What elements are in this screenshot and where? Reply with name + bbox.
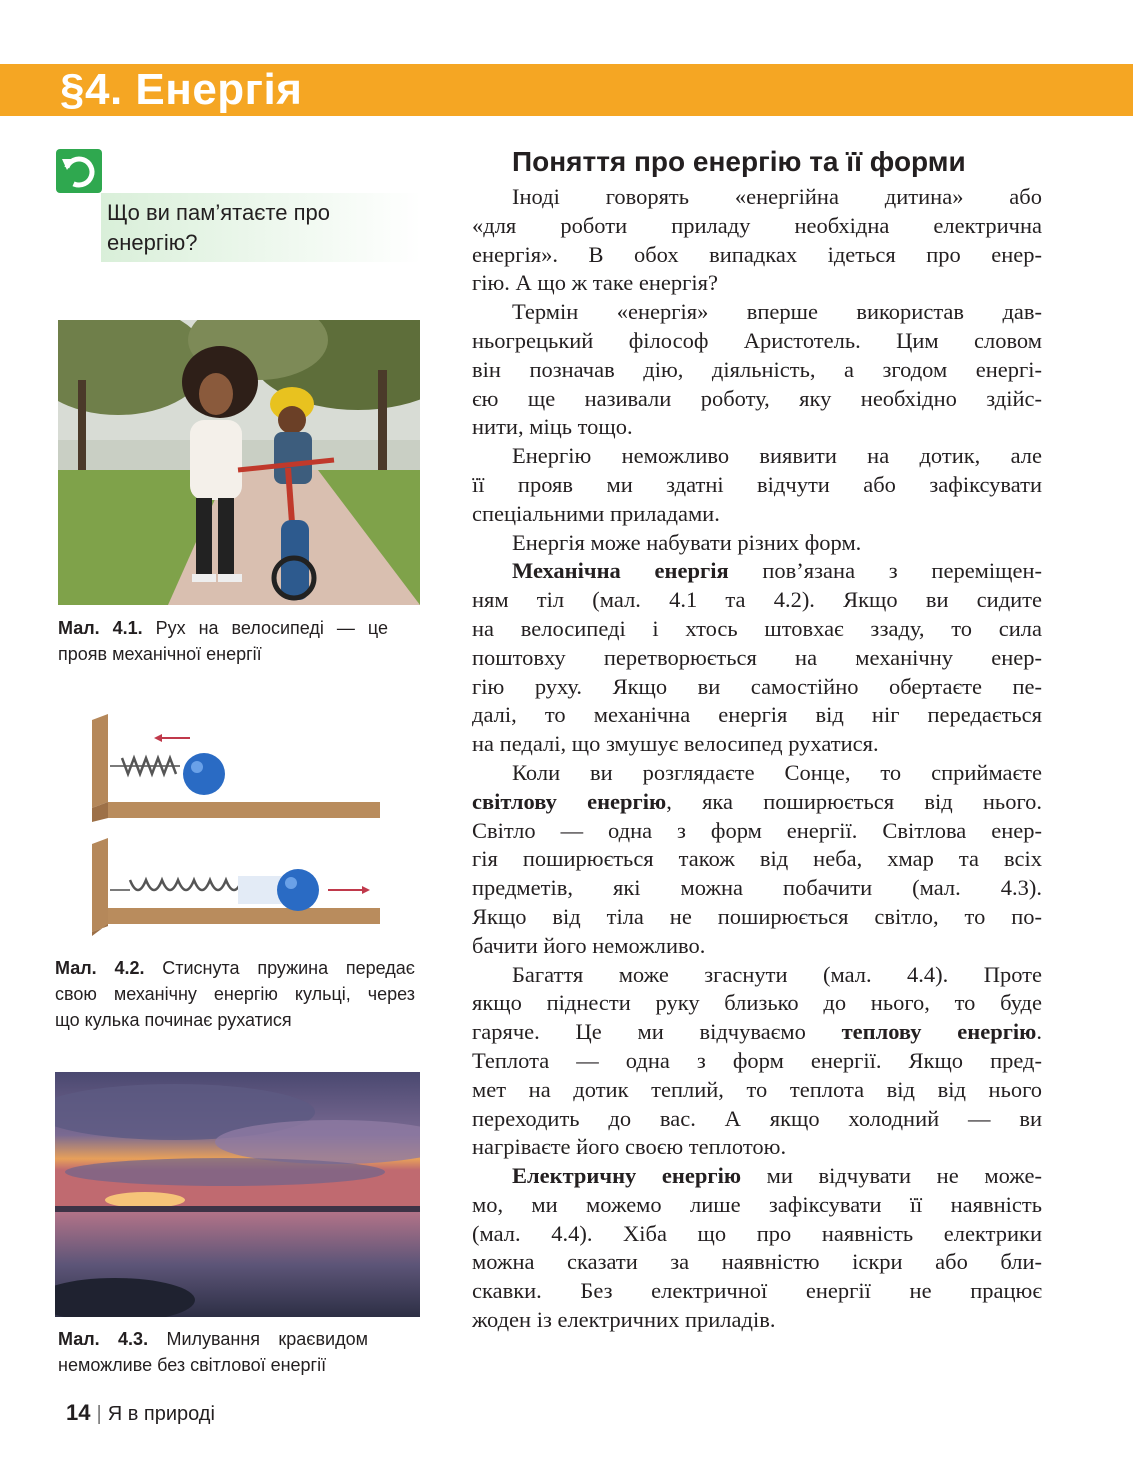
text-line: (мал. 4.4). Хіба що про наявність електрики [472, 1220, 1042, 1246]
text-line: скавки. Без електричної енергії не працює [472, 1278, 1042, 1304]
footer-separator: | [96, 1403, 102, 1425]
text-line: на педалі, що змушує велосипед рухатися. [472, 731, 879, 757]
term-electric: Електричну енергію [512, 1163, 742, 1189]
text-line: гія поширюється також від неба, хмар та всіх [472, 846, 1042, 872]
text-line: жоден із електричних приладів. [472, 1307, 776, 1333]
text-line: Енергію неможливо виявити на дотик, але [512, 443, 1042, 469]
text-line: Термін «енергія» вперше використав дав- [512, 299, 1042, 325]
text-line: предметів, які можна побачити (мал. 4.3). [472, 875, 1042, 901]
text-line: нагріваєте його своєю теплотою. [472, 1134, 787, 1160]
text-line: Світло — одна з форм енергії. Світлова енер- [472, 817, 1042, 843]
text-line: Теплота — одна з форм енергії. Якщо пред- [472, 1047, 1042, 1073]
text-line: ньогрецький філософ Аристотель. Цим словом [472, 327, 1042, 353]
text-line: він позначав дію, діяльність, а згодом енергі- [472, 356, 1042, 382]
text-line: на велосипеді і хтось штовхає ззаду, то сила [472, 615, 1042, 641]
text-line: «для роботи приладу необхідна електрична [472, 212, 1042, 238]
text-line: Іноді говорять «енергійна дитина» або [512, 184, 1042, 209]
text-line [472, 1018, 1042, 1047]
page-number: 14 [66, 1400, 91, 1425]
term-light: світлову енергію [472, 788, 667, 814]
text-fragment: . [1036, 1019, 1043, 1045]
figure-4-1-caption [58, 615, 388, 667]
spring-illustration [88, 710, 388, 950]
text-fragment: гаряче. Це ми відчуваємо [472, 1019, 806, 1045]
recall-question: Що ви пам’ятаєте про енергію? [107, 200, 330, 255]
figure-4-3-caption [58, 1326, 368, 1378]
text-fragment: , яка поширюється від нього. [666, 788, 1042, 814]
term-mechanical: Механічна енергія [512, 558, 729, 584]
text-fragment: пов’язана з переміщен- [762, 558, 1043, 584]
figure-4-2-caption [55, 955, 415, 1033]
page-footer [66, 1399, 215, 1428]
caption-line: Стиснута пружина передає [162, 958, 415, 978]
recall-arrow-icon [56, 149, 102, 193]
text-line: далі, то механічна енергія від ніг передається [472, 702, 1042, 728]
figure-label: Мал. 4.1. [58, 618, 143, 638]
text-line: якщо піднести руку близько до нього, то буде [472, 990, 1042, 1016]
text-line: мет на дотик теплий, то теплота від від нього [472, 1076, 1042, 1102]
term-heat: теплову енергію [841, 1019, 1037, 1045]
text-line: поштовху перетворюється на механічну енер- [472, 644, 1042, 670]
text-line: енергія». В обох випадках ідеться про енер- [472, 241, 1042, 267]
text-line [472, 557, 1042, 586]
bicycle-photo [58, 320, 420, 605]
text-line: Енергія може набувати різних форм. [512, 529, 862, 555]
text-line: можна сказати за наявністю іскри або бли- [472, 1249, 1042, 1275]
text-line: ням тіл (мал. 4.1 та 4.2). Якщо ви сидите [472, 587, 1042, 613]
text-line: переходить до вас. А якщо холодний — ви [472, 1105, 1042, 1131]
text-line: Якщо від тіла не поширюється світло, то по- [472, 903, 1042, 929]
text-line: Коли ви розглядаєте Сонце, то сприймаєте [512, 759, 1042, 785]
text-line [472, 1162, 1042, 1191]
figure-label: Мал. 4.3. [58, 1329, 149, 1349]
section-heading: Поняття про енергію та її форми [512, 146, 966, 177]
caption-line: Рух на велосипеді — це [155, 618, 388, 638]
figure-label: Мал. 4.2. [55, 958, 145, 978]
body-text [472, 183, 1042, 1335]
text-line: єю ще називали роботу, яку необхідно здійс- [472, 385, 1042, 411]
sunset-photo [55, 1072, 420, 1317]
caption-line: Милування краєвидом [166, 1329, 368, 1349]
text-line: Багаття може згаснути (мал. 4.4). Проте [512, 961, 1042, 987]
caption-line: свою механічну енергію кульці, через [55, 984, 415, 1004]
text-line: спеціальними приладами. [472, 500, 720, 526]
caption-line: що кулька починає рухатися [55, 1010, 292, 1030]
page-title: §4. Енергія [60, 65, 303, 114]
text-fragment: ми відчувати не може- [766, 1163, 1042, 1189]
text-line: мо, ми можемо лише зафіксувати її наявність [472, 1191, 1042, 1217]
text-line: гію. А що ж таке енергія? [472, 270, 718, 296]
text-line: гію руху. Якщо ви самостійно обертаєте пе- [472, 673, 1042, 699]
text-line: її прояв ми здатні відчути або зафіксувати [472, 471, 1042, 497]
caption-line: неможливе без світлової енергії [58, 1355, 327, 1375]
text-line: нити, міць тощо. [472, 414, 633, 440]
text-line [472, 788, 1042, 817]
text-line: бачити його неможливо. [472, 932, 706, 958]
caption-line: прояв механічної енергії [58, 644, 262, 664]
footer-section-name: Я в природі [107, 1403, 215, 1425]
